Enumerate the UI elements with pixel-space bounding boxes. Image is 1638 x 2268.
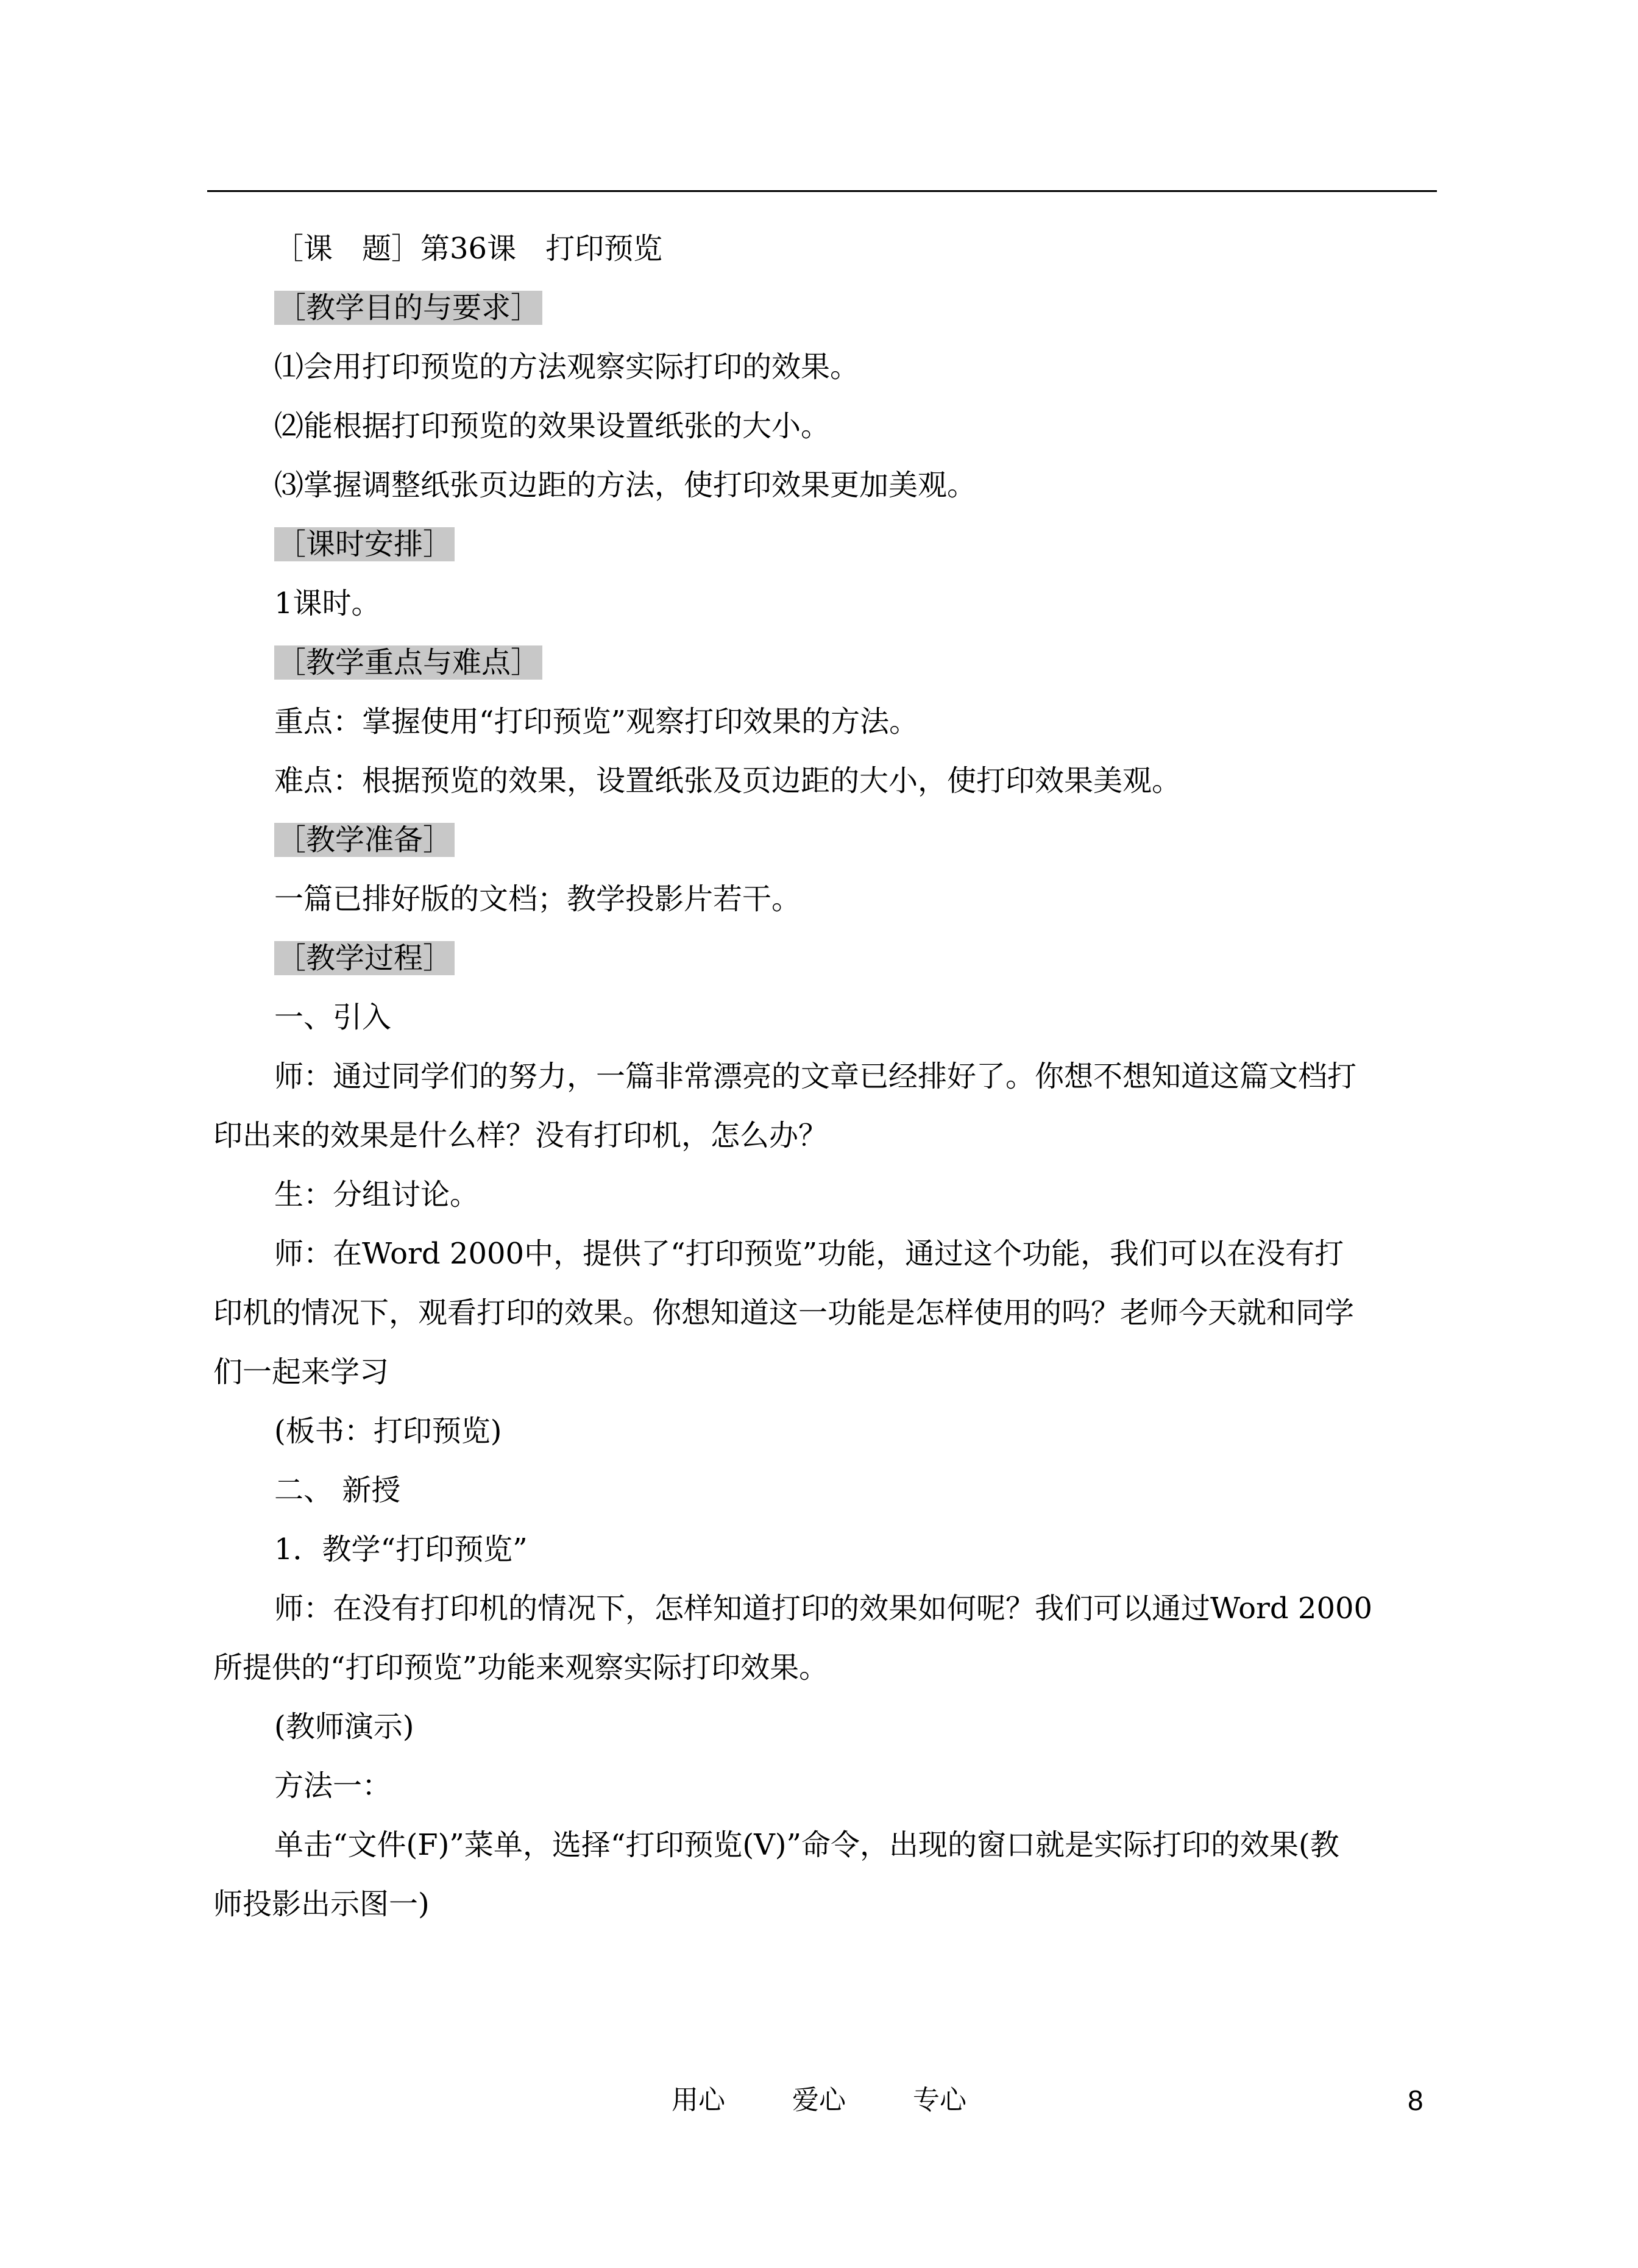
keypoints-heading: ［教学重点与难点］: [274, 645, 542, 680]
paragraph-line: 印机的情况下，观看打印的效果。你想知道这一功能是怎样使用的吗？老师今天就和同学: [213, 1296, 1355, 1330]
paragraph-line: 方法一：: [274, 1769, 392, 1803]
header-rule: [207, 190, 1437, 192]
subheading: 1．教学“打印预览”: [274, 1532, 528, 1566]
paragraph-line: 所提供的“打印预览”功能来观察实际打印效果。: [213, 1651, 829, 1685]
process-heading: ［教学过程］: [274, 941, 455, 975]
paragraph-line: (教师演示): [274, 1710, 414, 1744]
page-number: 8: [1408, 2085, 1424, 2116]
paragraph-line: 生：分组讨论。: [274, 1178, 480, 1212]
footer-motto: [0, 2082, 1638, 2119]
paragraph-line: (板书：打印预览): [274, 1414, 502, 1448]
difficulty-text: 难点：根据预览的效果，设置纸张及页边距的大小，使打印效果美观。: [274, 764, 1182, 798]
goal-item: ⑴会用打印预览的方法观察实际打印的效果。: [274, 350, 860, 384]
paragraph-line: 师：在没有打印机的情况下，怎样知道打印的效果如何呢？我们可以通过Word 2000: [274, 1591, 1373, 1626]
keypoint-text: 重点：掌握使用“打印预览”观察打印效果的方法。: [274, 705, 919, 739]
footer-motto-item: 专心: [913, 2085, 966, 2116]
paragraph-line: 师：通过同学们的努力，一篇非常漂亮的文章已经排好了。你想不想知道这篇文档打: [274, 1059, 1357, 1093]
paragraph-line: 师投影出示图一): [213, 1887, 430, 1921]
paragraph-line: 单击“文件(F)”菜单，选择“打印预览(V)”命令，出现的窗口就是实际打印的效果(教: [274, 1828, 1339, 1862]
footer-motto-item: 爱心: [792, 2085, 846, 2116]
goal-item: ⑵能根据打印预览的效果设置纸张的大小。: [274, 409, 831, 443]
paragraph-line: 们一起来学习: [213, 1355, 389, 1389]
goal-item: ⑶掌握调整纸张页边距的方法，使打印效果更加美观。: [274, 468, 977, 502]
schedule-heading: ［课时安排］: [274, 527, 455, 561]
prep-text: 一篇已排好版的文档；教学投影片若干。: [274, 882, 801, 916]
schedule-text: 1课时。: [274, 586, 381, 620]
prep-heading: ［教学准备］: [274, 823, 455, 857]
paragraph-line: 师：在Word 2000中，提供了“打印预览”功能，通过这个功能，我们可以在没有打: [274, 1237, 1344, 1271]
new-heading: 二、 新授: [274, 1473, 401, 1507]
lesson-title: ［课 题］第36课 打印预览: [274, 232, 663, 266]
footer-motto-item: 用心: [672, 2085, 725, 2116]
paragraph-line: 印出来的效果是什么样？没有打印机，怎么办？: [213, 1118, 828, 1153]
intro-heading: 一、引入: [274, 1000, 392, 1034]
goals-heading: ［教学目的与要求］: [274, 291, 542, 325]
